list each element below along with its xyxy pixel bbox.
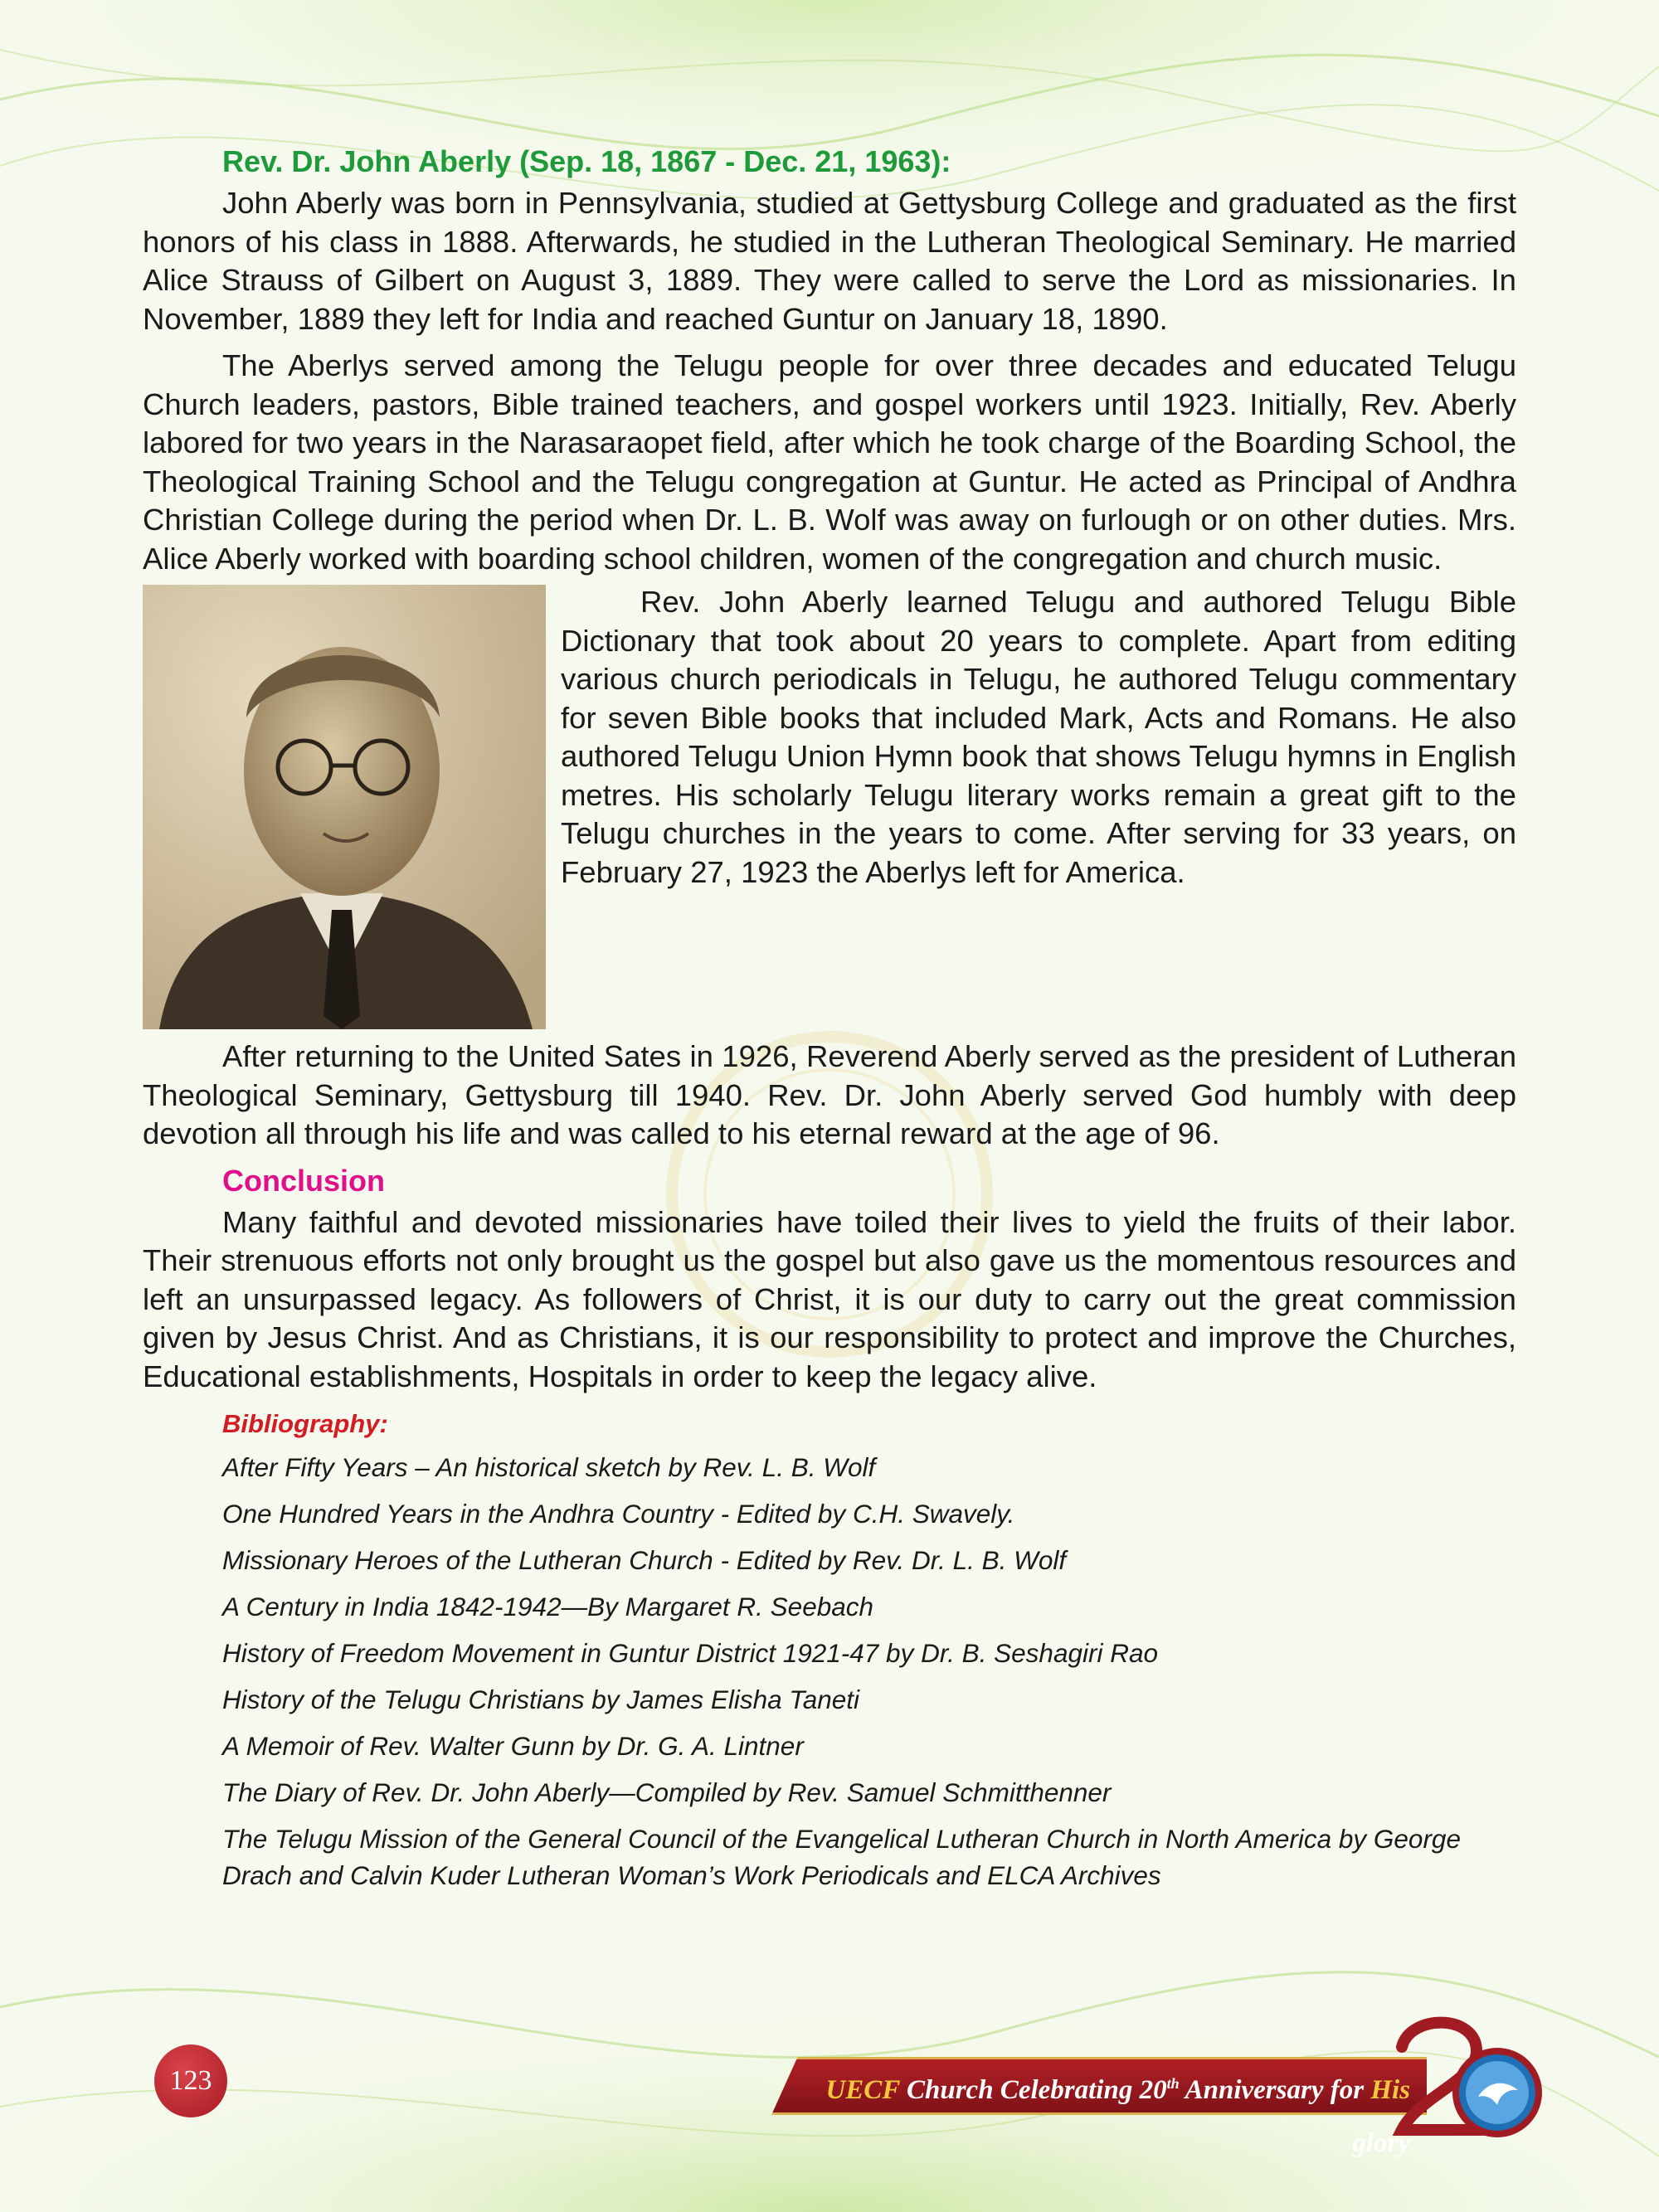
anniversary-20-logo bbox=[1385, 2014, 1543, 2138]
bibliography-item: A Memoir of Rev. Walter Gunn by Dr. G. A. Lintner bbox=[222, 1731, 804, 1761]
conclusion-paragraph: Many faithful and devoted missionaries have toiled their lives to yield the fruits of their labor. Their strenuous efforts not only brought us the gospel but also gave us the momentous resources and left an unsurpassed legacy. As followers of Christ, it is our duty to carry out the great commission given by Jesus Christ. And as Christians, it is our responsibility to protect and improve the Churches, Educational establishments, Hospitals in order to keep the legacy alive. bbox=[143, 1204, 1516, 1393]
bibliography-item: History of Freedom Movement in Guntur District 1921-47 by Dr. B. Seshagiri Rao bbox=[222, 1638, 1159, 1668]
bibliography-item: One Hundred Years in the Andhra Country - Edited by C.H. Swavely. bbox=[222, 1499, 1015, 1529]
banner-anniv: Anniversary for bbox=[1179, 2075, 1371, 2105]
article-content bbox=[143, 143, 1516, 1894]
banner-glory: glory bbox=[1352, 2128, 1410, 2158]
banner-uecf: UECF bbox=[825, 2075, 900, 2105]
section-heading-aberly: Rev. Dr. John Aberly (Sep. 18, 1867 - Dec. 21, 1963): bbox=[222, 144, 951, 178]
paragraph-3: Rev. John Aberly learned Telugu and authored Telugu Bible Dictionary that took about 20 years to complete. Apart from editing various church periodicals in Telugu, he authored Telugu commentary for seven Bible books that included Mark, Acts and Romans. He also authored Telugu Union Hymn book that shows Telugu hymns in English metres. His scholarly Telugu literary works remain a great gift to the Telugu churches in the years to come. After serving for 33 years, on February 27, 1923 the Aberlys left for America. bbox=[561, 585, 1516, 889]
anniversary-banner bbox=[771, 2014, 1543, 2158]
bibliography-item: A Century in India 1842-1942—By Margaret R. Seebach bbox=[222, 1592, 874, 1621]
bibliography-item: After Fifty Years – An historical sketch by Rev. L. B. Wolf bbox=[222, 1452, 876, 1482]
bibliography-item: The Diary of Rev. Dr. John Aberly—Compiled by Rev. Samuel Schmitthenner bbox=[222, 1777, 1112, 1807]
portrait-image bbox=[143, 585, 546, 1029]
banner-th: th bbox=[1166, 2075, 1180, 2092]
portrait-photo bbox=[143, 585, 546, 1029]
bibliography-list bbox=[222, 1449, 1516, 1894]
banner-text bbox=[771, 2057, 1410, 2158]
page-number: 123 bbox=[154, 2044, 227, 2117]
bibliography-item: Missionary Heroes of the Lutheran Church - Edited by Rev. Dr. L. B. Wolf bbox=[222, 1545, 1067, 1575]
bibliography-item: History of the Telugu Christians by James Elisha Taneti bbox=[222, 1685, 860, 1714]
conclusion-heading: Conclusion bbox=[222, 1163, 385, 1198]
paragraph-2-text: The Aberlys served among the Telugu people for over three decades and educated Telugu Church leaders, pastors, Bible trained teachers, and gospel workers until 1923. Initially, Rev. Aberly labored for two years in the Narasaraopet field, after which he took charge of the Boarding School, the Theological Training School and the Telugu congregation at Guntur. He acted as Principal of Andhra Christian College during the period when Dr. L. B. Wolf was away on furlough or on other duties. Mrs. Alice Aberly worked with boarding school children, women of the congregation and church music. bbox=[143, 348, 1516, 576]
bibliography-item: The Telugu Mission of the General Council of the Evangelical Lutheran Church in North America by George Drach and Calvin Kuder Lutheran Woman’s Work Periodicals and ELCA Archives bbox=[222, 1824, 1461, 1890]
banner-mid: Church Celebrating 20 bbox=[899, 2075, 1167, 2105]
bibliography-heading: Bibliography: bbox=[222, 1409, 388, 1438]
paragraph-2-intro bbox=[143, 347, 1516, 578]
banner-his: His bbox=[1370, 2075, 1410, 2105]
paragraph-4: After returning to the United Sates in 1926, Reverend Aberly served as the president of Lutheran Theological Seminary, Gettysburg till 1940. Rev. Dr. John Aberly served God humbly with deep devotion all through his life and was called to his eternal reward at the age of 96. bbox=[143, 1039, 1516, 1150]
paragraph-1: John Aberly was born in Pennsylvania, studied at Gettysburg College and graduated as the first honors of his class in 1888. Afterwards, he studied in the Lutheran Theological Seminary. He married Alice Strauss of Gilbert on August 3, 1889. They were called to serve the Lord as missionaries. In November, 1889 they left for India and reached Guntur on January 18, 1890. bbox=[143, 186, 1516, 336]
